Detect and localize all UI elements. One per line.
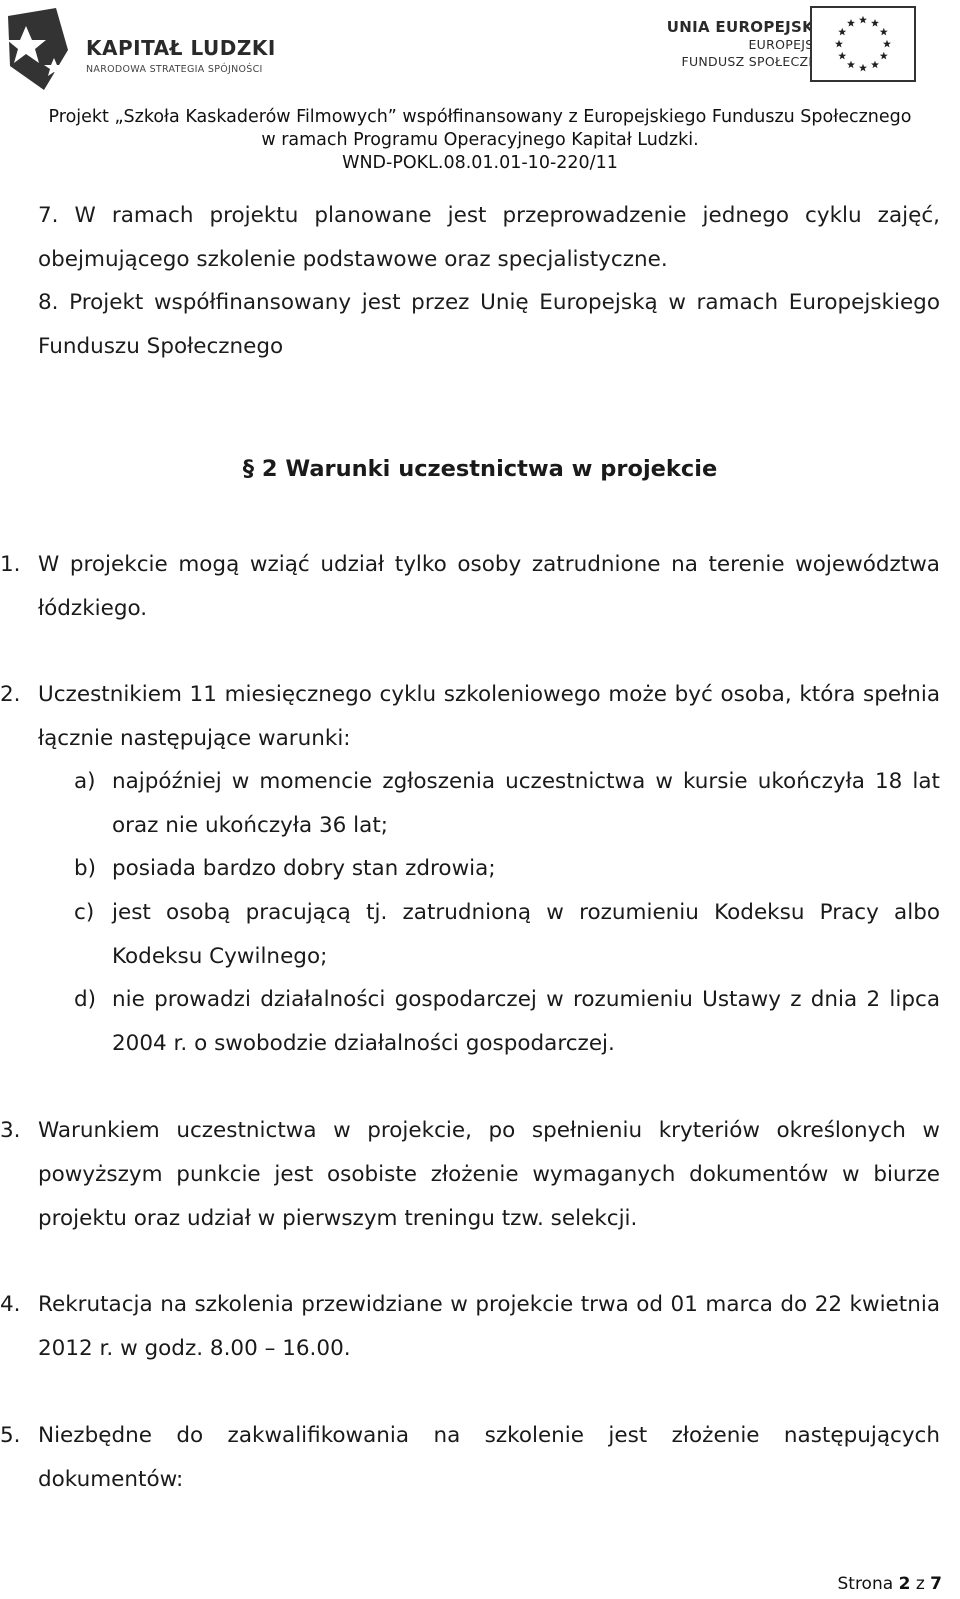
eu-star-icon [838,28,846,36]
condition-text: nie prowadzi działalności gospodarczej w rozumieniu Ustawy z dnia 2 lipca 2004 r. o swobodzie działalności gospodarczej. [112,987,940,1056]
eu-star-icon [880,52,888,60]
kapital-ludzki-title: KAPITAŁ LUDZKI [86,36,276,60]
condition-item [74,760,940,848]
item-number: 5. [0,1423,21,1448]
eu-star-icon [838,52,846,60]
condition-text: posiada bardzo dobry stan zdrowia; [112,856,496,881]
intro-item-8: 8. Projekt współfinansowany jest przez Unię Europejską w ramach Europejskiego Funduszu Społecznego [38,290,940,359]
list-item [0,673,940,761]
list-item [0,1109,940,1241]
item-number: 4. [0,1292,21,1317]
section-heading: § 2 Warunki uczestnictwa w projekcie [242,456,718,482]
list-item [0,543,940,631]
kapital-ludzki-logo [4,6,294,92]
project-line-3: WND-POKL.08.01.01-10-220/11 [342,153,618,173]
eu-star-icon [847,61,855,69]
eu-logo-line1: UNIA EUROPEJSKA [666,18,826,36]
footer-total-pages: 7 [930,1574,942,1594]
condition-label: b) [74,856,97,881]
document-header [0,0,960,173]
item-text: Rekrutacja na szkolenia przewidziane w projekcie trwa od 01 marca do 22 kwietnia 2012 r. w godz. 8.00 – 16.00. [38,1292,940,1361]
kapital-ludzki-star-icon [4,6,72,92]
intro-item-7: 7. W ramach projektu planowane jest przeprowadzenie jednego cyklu zajęć, obejmującego szkolenie podstawowe oraz specjalistyczne. [38,203,940,272]
page-footer [837,1574,942,1594]
condition-item [74,978,940,1066]
kapital-ludzki-subtitle: NARODOWA STRATEGIA SPÓJNOŚCI [86,64,263,75]
eu-star-icon [871,19,879,27]
item-text: Warunkiem uczestnictwa w projekcie, po spełnieniu kryteriów określonych w powyższym punkcie jest osobiste złożenie wymaganych dokumentów w biurze projektu oraz udział w pierwszym treningu tzw. selekcji. [38,1118,940,1231]
eu-star-icon [871,61,879,69]
eu-logo [648,6,948,92]
footer-page-number: 2 [898,1574,911,1594]
eu-star-icon [847,19,855,27]
list-item [0,1283,940,1371]
condition-label: a) [74,769,96,794]
condition-text: najpóźniej w momencie zgłoszenia uczestnictwa w kursie ukończyła 18 lat oraz nie ukończyła 36 lat; [112,769,940,838]
condition-item [74,847,940,891]
project-line-2: w ramach Programu Operacyjnego Kapitał Ludzki. [261,130,699,150]
footer-of: z [915,1574,925,1594]
eu-star-icon [859,16,867,24]
project-info [0,106,960,175]
eu-star-icon [880,28,888,36]
condition-label: d) [74,987,97,1012]
eu-logo-text [667,18,826,70]
eu-logo-line3: FUNDUSZ SPOŁECZNY [681,54,826,69]
eu-logo-line2: EUROPEJSKI [748,37,826,52]
footer-prefix: Strona [837,1574,894,1594]
eu-star-icon [859,64,867,72]
eu-flag-icon [810,6,916,82]
condition-item [74,891,940,979]
item-number: 2. [0,682,21,707]
project-line-1: Projekt „Szkoła Kaskaderów Filmowych” współfinansowany z Europejskiego Funduszu Społecznego [48,107,912,127]
item-number: 3. [0,1118,21,1143]
item-text: W projekcie mogą wziąć udział tylko osoby zatrudnione na terenie województwa łódzkiego. [38,552,940,621]
eu-star-icon [883,40,891,48]
item-text: Uczestnikiem 11 miesięcznego cyklu szkoleniowego może być osoba, która spełnia łącznie następujące warunki: [38,682,940,751]
list-item [0,1414,940,1502]
item-text: Niezbędne do zakwalifikowania na szkolenie jest złożenie następujących dokumentów: [38,1423,940,1492]
item-number: 1. [0,552,21,577]
condition-text: jest osobą pracującą tj. zatrudnioną w rozumieniu Kodeksu Pracy albo Kodeksu Cywilnego; [112,900,940,969]
eu-star-icon [835,40,843,48]
condition-label: c) [74,900,95,925]
